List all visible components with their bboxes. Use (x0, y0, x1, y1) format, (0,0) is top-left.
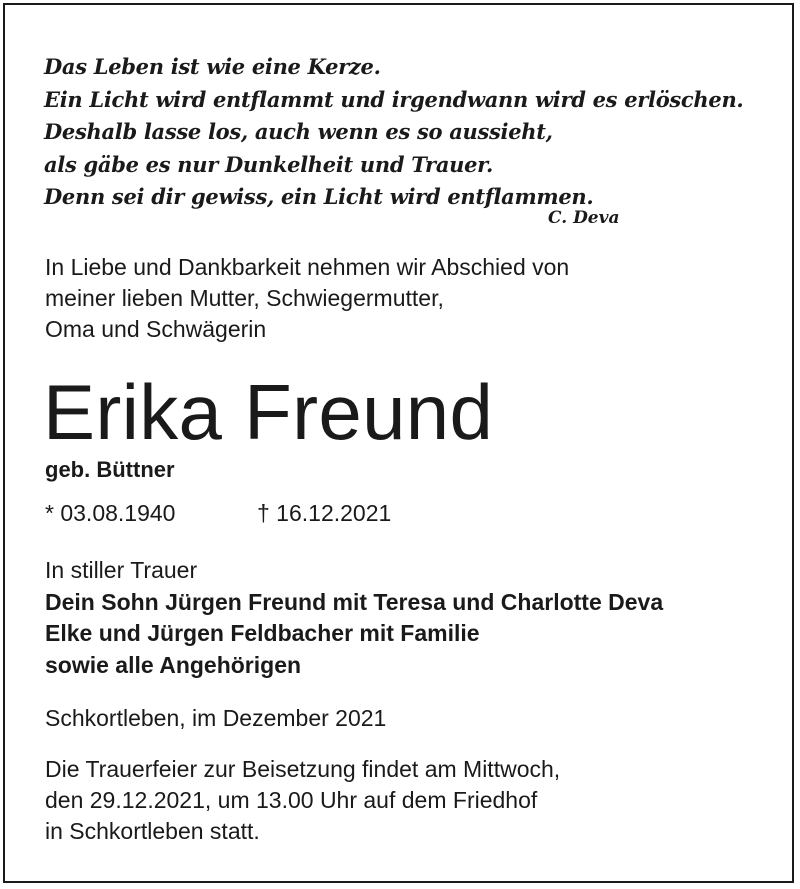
poem-line: Ein Licht wird entflammt und irgendwann wird es erlöschen. (44, 86, 744, 112)
funeral-line: in Schkortleben statt. (45, 818, 260, 844)
farewell-intro (45, 252, 569, 345)
poem-author: C. Deva (548, 208, 620, 228)
intro-line: Oma und Schwägerin (45, 316, 267, 342)
poem-line: Deshalb lasse los, auch wenn es so aussieht, (44, 119, 553, 144)
place-date: Schkortleben, im Dezember 2021 (45, 705, 387, 731)
poem-line: als gäbe es nur Dunkelheit und Trauer. (44, 151, 494, 177)
mourners (45, 555, 663, 681)
poem-line: Denn sei dir gewiss, ein Licht wird entflammen. (44, 184, 594, 209)
birth-date: * 03.08.1940 (45, 500, 176, 526)
maiden-name: geb. Büttner (45, 457, 175, 482)
intro-line: meiner lieben Mutter, Schwiegermutter, (45, 285, 444, 311)
life-dates (45, 500, 392, 527)
poem-line: Das Leben ist wie eine Kerze. (44, 54, 381, 79)
mourner-line: Dein Sohn Jürgen Freund mit Teresa und Charlotte Deva (45, 588, 664, 615)
death-date: † 16.12.2021 (257, 500, 392, 526)
poem (44, 51, 764, 214)
deceased-name: Erika Freund (43, 368, 494, 456)
mourner-line: Elke und Jürgen Feldbacher mit Familie (45, 620, 480, 646)
funeral-line: Die Trauerfeier zur Beisetzung findet am Mittwoch, (45, 756, 561, 782)
mourner-line: sowie alle Angehörigen (45, 651, 302, 678)
funeral-info (45, 754, 560, 847)
funeral-line: den 29.12.2021, um 13.00 Uhr auf dem Friedhof (45, 787, 538, 813)
intro-line: In Liebe und Dankbarkeit nehmen wir Abschied von (45, 254, 570, 280)
mourning-intro: In stiller Trauer (45, 557, 198, 583)
